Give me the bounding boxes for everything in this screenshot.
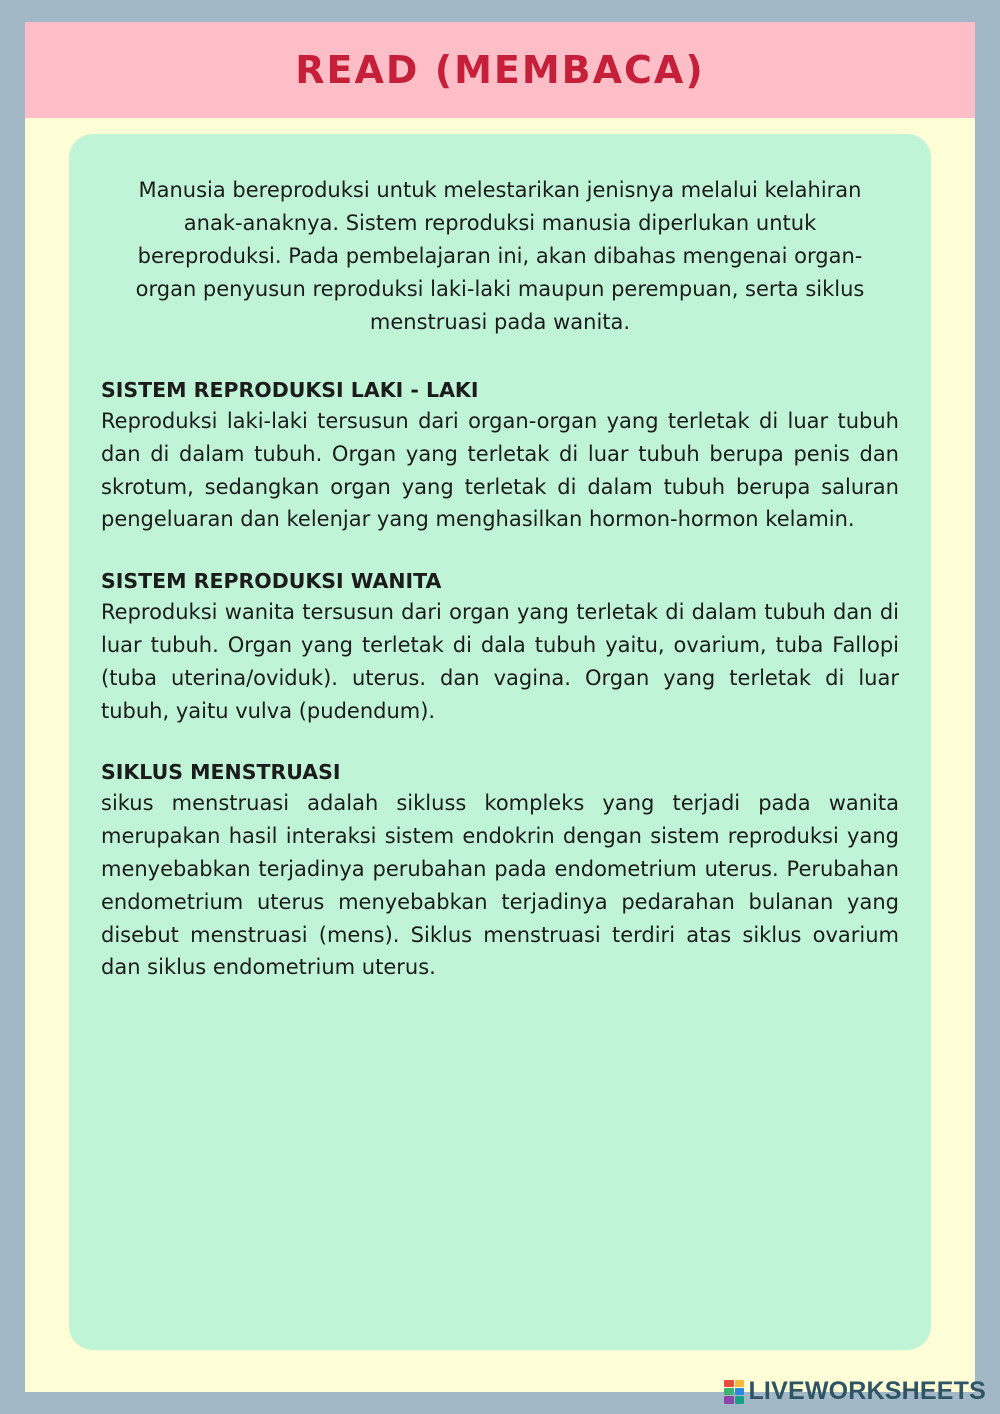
section-body: Reproduksi wanita tersusun dari organ yang terletak di dalam tubuh dan di luar tubuh. Organ yang terletak di dala tubuh yaitu, ovarium, tuba Fallopi (tuba uterina/oviduk). uterus. dan vagina. Organ yang terletak di luar tubuh, yaitu vulva (pudendum). [101,600,899,723]
reading-content [101,174,899,1014]
section-menstrual-cycle [101,757,899,984]
page-title: READ (MEMBACA) [295,48,705,92]
intro-paragraph: Manusia bereproduksi untuk melestarikan jenisnya melalui kelahiran anak-anaknya. Sistem reproduksi manusia diperlukan untuk bereproduksi. Pada pembelajaran ini, akan dibahas mengenai organ-organ penyusun reproduksi laki-laki maupun perempuan, serta siklus menstruasi pada wanita. [135,178,865,334]
section-male-reproduction [101,375,899,536]
section-female-reproduction [101,566,899,727]
section-heading: SIKLUS MENSTRUASI [101,760,341,785]
brand-name: LIVEWORKSHEETS [748,1377,986,1405]
section-body: sikus menstruasi adalah sikluss kompleks yang terjadi pada wanita merupakan hasil interaksi sistem endokrin dengan sistem reproduksi yang menyebabkan terjadinya perubahan pada endometrium uterus. Perubahan endometrium uterus menyebabkan terjadinya pedarahan bulanan yang disebut menstruasi (mens). Siklus menstruasi terdiri atas siklus ovarium dan siklus endometrium uterus. [101,791,899,980]
section-heading: SISTEM REPRODUKSI LAKI - LAKI [101,378,479,402]
title-bar [25,22,975,118]
worksheet-page [25,22,975,1392]
section-body: Reproduksi laki-laki tersusun dari organ-organ yang terletak di luar tubuh dan di dalam tubuh. Organ yang terletak di luar tubuh berupa penis dan skrotum, sedangkan organ yang terletak di dalam tubuh berupa saluran pengeluaran dan kelenjar yang menghasilkan hormon-hormon kelamin. [101,409,899,532]
section-heading: SISTEM REPRODUKSI WANITA [101,569,442,594]
reading-card [69,134,931,1350]
liveworksheets-logo-icon [724,1380,744,1404]
liveworksheets-brand[interactable] [724,1377,986,1406]
